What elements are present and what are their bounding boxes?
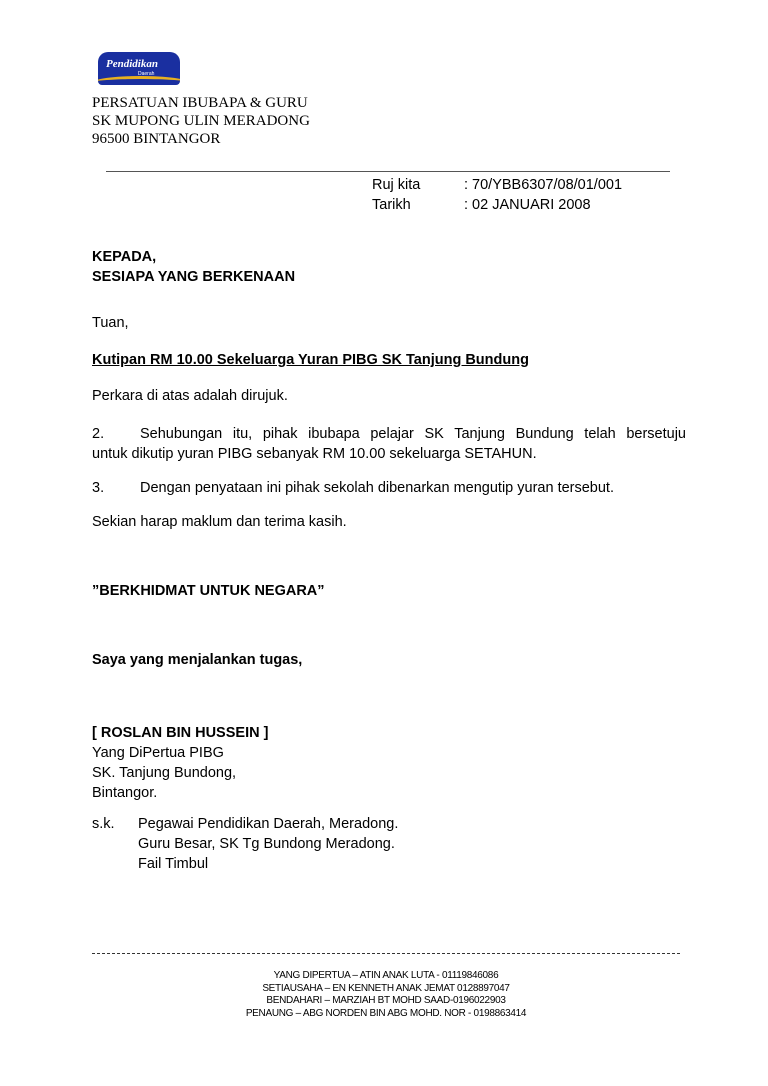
- closing: Saya yang menjalankan tugas,: [92, 652, 303, 668]
- cc-label: s.k.: [92, 816, 115, 832]
- paragraph-text: Sehubungan itu, pihak ibubapa pelajar SK Tanjung Bundung telah bersetuju: [140, 426, 686, 442]
- motto: ”BERKHIDMAT UNTUK NEGARA”: [92, 583, 325, 599]
- org-name: PERSATUAN IBUBAPA & GURU: [92, 95, 308, 111]
- salutation: Tuan,: [92, 315, 129, 331]
- logo-text: Pendidikan: [106, 58, 158, 70]
- signatory-line: Yang DiPertua PIBG: [92, 745, 224, 761]
- letterhead: [92, 94, 310, 148]
- paragraph-2: [92, 424, 686, 464]
- ruj-value: : 70/YBB6307/08/01/001: [464, 177, 623, 193]
- header-divider: [106, 171, 670, 172]
- paragraph-3: [92, 480, 614, 496]
- logo-subtext: Daerah: [138, 71, 155, 77]
- paragraph-number: 3.: [92, 480, 105, 496]
- ruj-label: Ruj kita: [372, 177, 421, 193]
- tarikh-label: Tarikh: [372, 197, 411, 213]
- paragraph-number: 2.: [92, 426, 105, 442]
- signatory-line: SK. Tanjung Bundong,: [92, 765, 237, 781]
- recipient-line: KEPADA,: [92, 249, 157, 265]
- footer-divider: [92, 953, 680, 954]
- footer: [92, 970, 680, 1020]
- footer-line: PENAUNG – ABG NORDEN BIN ABG MOHD. NOR - 0198863414: [245, 1007, 527, 1019]
- logo-swoosh: [98, 76, 180, 85]
- school-name: SK MUPONG ULIN MERADONG: [92, 113, 310, 129]
- footer-line: BENDAHARI – MARZIAH BT MOHD SAAD-0196022903: [266, 995, 506, 1006]
- pendidikan-daerah-logo: [98, 52, 180, 85]
- paragraph-text: Dengan penyataan ini pihak sekolah dibenarkan mengutip yuran tersebut.: [140, 480, 614, 496]
- footer-line: YANG DIPERTUA – ATIN ANAK LUTA - 01119846086: [273, 970, 499, 981]
- signatory-name: [ ROSLAN BIN HUSSEIN ]: [92, 725, 269, 741]
- cc-block: [92, 814, 398, 874]
- paragraph-4: Sekian harap maklum dan terima kasih.: [92, 514, 347, 530]
- cc-line: Guru Besar, SK Tg Bundong Meradong.: [138, 836, 395, 852]
- reference-block: [372, 175, 622, 215]
- subject: Kutipan RM 10.00 Sekeluarga Yuran PIBG SK Tanjung Bundung: [92, 352, 529, 368]
- paragraph-text: untuk dikutip yuran PIBG sebanyak RM 10.00 sekeluarga SETAHUN.: [92, 446, 537, 462]
- paragraph-1: Perkara di atas adalah dirujuk.: [92, 388, 288, 404]
- tarikh-value: : 02 JANUARI 2008: [464, 197, 591, 213]
- cc-line: Pegawai Pendidikan Daerah, Meradong.: [138, 816, 399, 832]
- cc-line: Fail Timbul: [138, 856, 209, 872]
- signatory-line: Bintangor.: [92, 785, 158, 801]
- address: 96500 BINTANGOR: [92, 131, 221, 147]
- signatory: [92, 723, 268, 803]
- recipient: [92, 247, 295, 287]
- footer-line: SETIAUSAHA – EN KENNETH ANAK JEMAT 0128897047: [262, 982, 510, 994]
- recipient-line: SESIAPA YANG BERKENAAN: [92, 269, 296, 285]
